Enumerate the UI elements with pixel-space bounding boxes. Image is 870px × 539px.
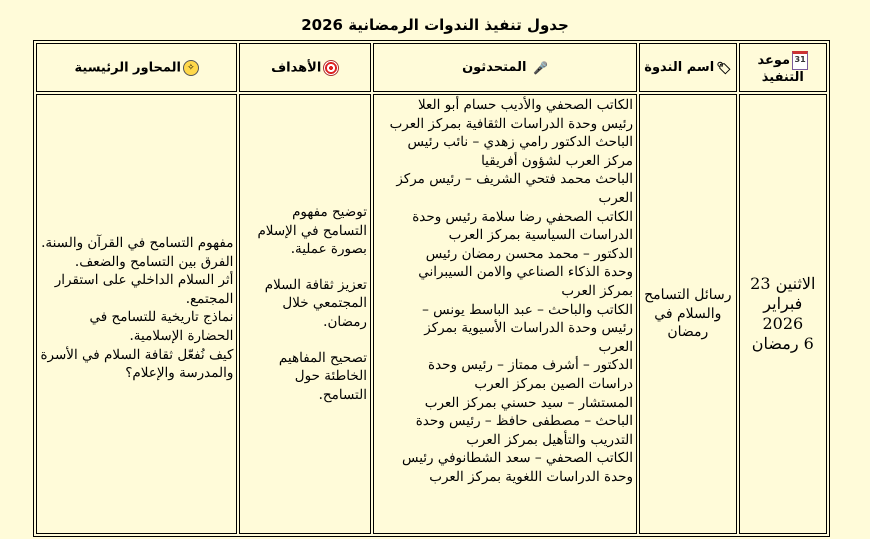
goal-item: توضيح مفهوم التسامح في الإسلام بصورة عملية. — [257, 204, 367, 258]
seminar-name-cell: رسائل التسامح والسلام في رمضان — [639, 94, 737, 534]
speaker-line: وحدة الدراسات اللغوية بمركز العرب — [429, 468, 634, 485]
date-cell: الاثنين 23 فبراير 2026 6 رمضان — [739, 94, 827, 534]
axis-line: والمدرسة والإعلام؟ — [125, 365, 234, 382]
speaker-line: الباحث محمد فتحي الشريف – رئيس مركز — [396, 171, 634, 188]
speaker-line: الباحث الدكتور رامي زهدي – نائب رئيس — [407, 134, 634, 151]
axes-cell — [36, 94, 237, 534]
axis-line: المجتمع. — [185, 290, 234, 307]
speaker-line: الدكتور – محمد محسن رمضان رئيس — [425, 245, 634, 262]
header-speakers: 🎤 المتحدثون — [373, 43, 637, 92]
speaker-line: رئيس وحدة الدراسات الثقافية بمركز العرب — [389, 115, 634, 132]
axis-line: أثر السلام الداخلي على استقرار — [54, 272, 234, 289]
goal-item: تعزيز ثقافة السلام المجتمعي خلال رمضان. — [264, 276, 367, 330]
label-tag-icon: 🏷 — [716, 60, 732, 75]
calendar-icon: 31 — [792, 51, 808, 70]
compass-icon: ✧ — [183, 60, 199, 76]
speaker-line: مركز العرب لشؤون أفريقيا — [481, 152, 634, 169]
target-icon — [323, 60, 339, 76]
speaker-line: المستشار – سيد حسني بمركز العرب — [424, 394, 634, 411]
seminar-schedule-table — [33, 40, 830, 537]
speaker-line: الدكتور – أشرف ممتاز – رئيس وحدة — [428, 357, 634, 374]
speaker-line: دراسات الصين بمركز العرب — [474, 375, 634, 392]
axis-line: مفهوم التسامح في القرآن والسنة. — [41, 235, 234, 251]
axis-line: الحضارة الإسلامية. — [129, 327, 234, 344]
speaker-line: التدريب والتأهيل بمركز العرب — [466, 431, 634, 448]
axis-line: كيف نُفعّل ثقافة السلام في الأسرة — [40, 346, 234, 363]
axis-line: نماذج تاريخية للتسامح في — [89, 309, 234, 326]
speaker-line: العرب — [598, 338, 634, 355]
speaker-line: الكاتب الصحفي – سعد الشطانوفي رئيس — [402, 450, 634, 467]
axis-line: الفرق بين التسامح والضعف. — [74, 253, 234, 270]
speakers-cell — [373, 94, 637, 534]
speaker-line: الدراسات السياسية بمركز العرب — [448, 227, 634, 244]
goals-cell — [239, 94, 371, 534]
header-date: 31موعد التنفيذ — [739, 43, 827, 92]
speaker-line: بمركز العرب — [561, 282, 634, 299]
speaker-line: رئيس وحدة الدراسات الأسيوية بمركز — [424, 320, 634, 337]
speaker-line: العرب — [598, 189, 634, 206]
speaker-line: الكاتب الصحفي رضا سلامة رئيس وحدة — [412, 208, 634, 225]
speaker-line: وحدة الذكاء الصناعي والامن السيبراني — [418, 264, 634, 281]
microphone-icon: 🎤 — [532, 60, 548, 75]
goal-item: تصحيح المفاهيم الخاطئة حول التسامح. — [278, 349, 367, 403]
header-row — [36, 43, 827, 92]
speaker-line: الكاتب والباحث – عبد الباسط يونس – — [422, 301, 634, 318]
speaker-line: الباحث – مصطفى حافظ – رئيس وحدة — [415, 413, 634, 430]
page-title: جدول تنفيذ الندوات الرمضانية 2026 — [301, 16, 569, 34]
header-axes: ✧المحاور الرئيسية — [36, 43, 237, 92]
table-row — [36, 94, 827, 534]
header-goals: الأهداف — [239, 43, 371, 92]
speaker-line: الكاتب الصحفي والأديب حسام أبو العلا — [417, 97, 634, 113]
header-name: 🏷اسم الندوة — [639, 43, 737, 92]
